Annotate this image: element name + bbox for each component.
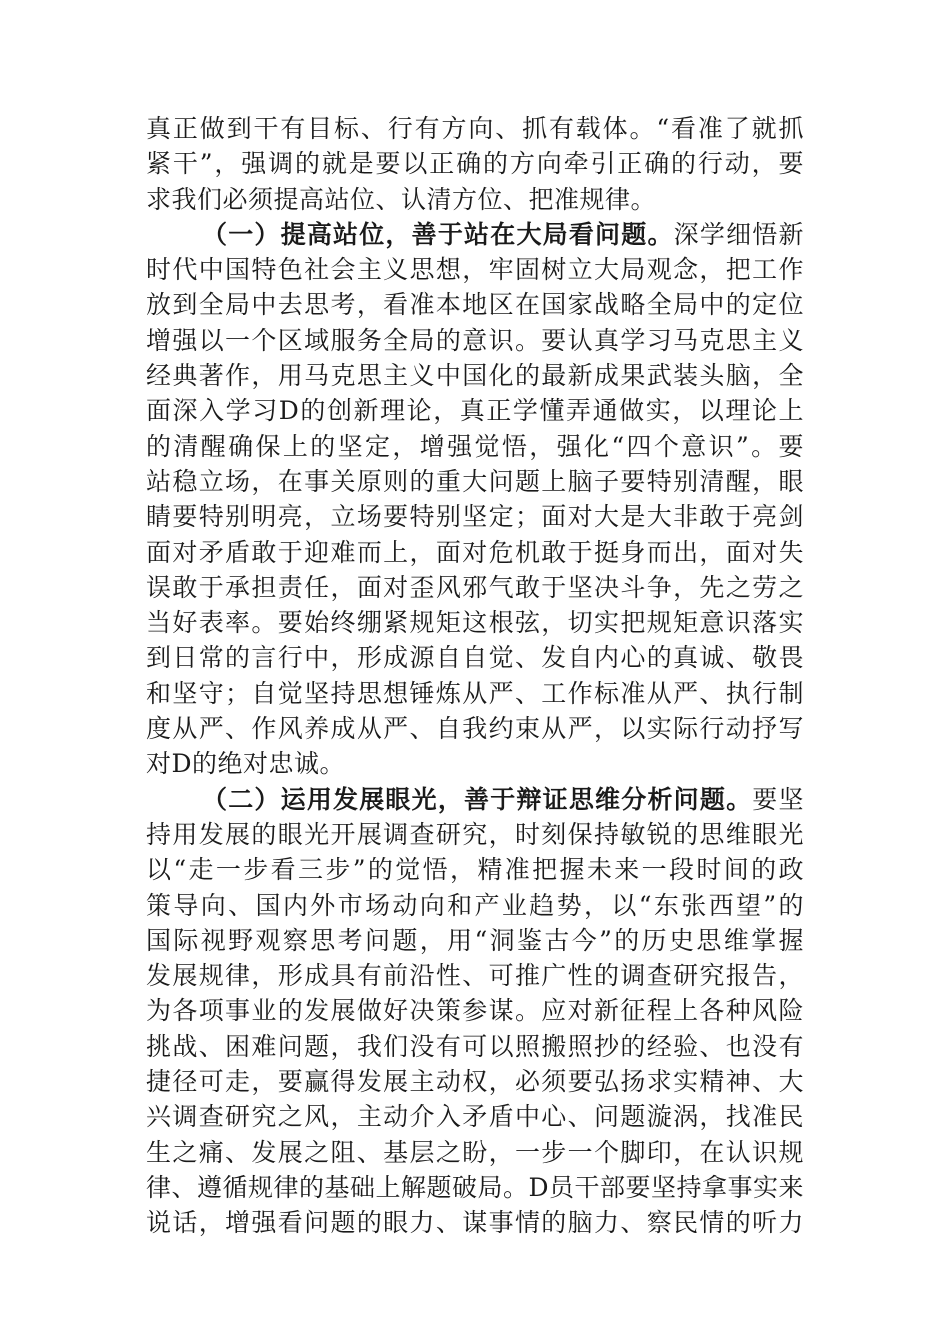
document-page (146, 111, 804, 1241)
text-line: 度从严、作风养成从严、自我约束从严，以实际行动抒写 (146, 714, 804, 744)
text-line: 的清醒确保上的坚定，增强觉悟，强化“四个意识”。要 (146, 431, 804, 461)
section-1-heading: （一）提高站位，善于站在大局看问题。 (202, 219, 674, 249)
text-line: 捷径可走，要赢得发展主动权，必须要弘扬求实精神、大 (146, 1067, 804, 1097)
intro-paragraph (146, 111, 804, 217)
text-line: 说话，增强看问题的眼力、谋事情的脑力、察民情的听力 (146, 1208, 804, 1238)
text-line: 增强以一个区域服务全局的意识。要认真学习马克思主义 (146, 325, 804, 355)
text-line: 放到全局中去思考，看准本地区在国家战略全局中的定位 (146, 290, 804, 320)
text-line: 面对矛盾敢于迎难而上，面对危机敢于挺身而出，面对失 (146, 537, 804, 567)
text-line: 国际视野观察思考问题，用“洞鉴古今”的历史思维掌握 (146, 925, 804, 955)
text-line: 和坚守；自觉坚持思想锤炼从严、工作标准从严、执行制 (146, 678, 804, 708)
section-1-first-line (146, 217, 804, 252)
text-line: 对D的绝对忠诚。 (146, 749, 346, 779)
text-line: 到日常的言行中，形成源自自觉、发自内心的真诚、敬畏 (146, 643, 804, 673)
text-line: 经典著作，用马克思主义中国化的最新成果武装头脑，全 (146, 361, 804, 391)
text-fragment: 要坚 (752, 784, 804, 814)
text-line: 时代中国特色社会主义思想，牢固树立大局观念，把工作 (146, 255, 804, 285)
text-fragment: 深学细悟新 (673, 219, 804, 249)
text-line: 站稳立场，在事关原则的重大问题上脑子要特别清醒，眼 (146, 466, 804, 496)
text-line: 真正做到干有目标、行有方向、抓有载体。“看准了就抓 (146, 114, 804, 143)
text-line: 面深入学习D的创新理论，真正学懂弄通做实，以理论上 (146, 396, 804, 426)
text-line: 挑战、困难问题，我们没有可以照搬照抄的经验、也没有 (146, 1031, 804, 1061)
text-line: 发展规律，形成具有前沿性、可推广性的调查研究报告， (146, 961, 804, 991)
text-line: 兴调查研究之风，主动介入矛盾中心、问题漩涡，找准民 (146, 1102, 804, 1132)
section-1-paragraph (146, 217, 804, 782)
text-line: 为各项事业的发展做好决策参谋。应对新征程上各种风险 (146, 996, 804, 1026)
text-line: 睛要特别明亮，立场要特别坚定；面对大是大非敢于亮剑 (146, 502, 804, 532)
text-line: 误敢于承担责任，面对歪风邪气敢于坚决斗争，先之劳之 (146, 572, 804, 602)
section-2-first-line (146, 782, 804, 817)
section-2-heading: （二）运用发展眼光，善于辩证思维分析问题。 (202, 784, 753, 814)
text-line: 以“走一步看三步”的觉悟，精准把握未来一段时间的政 (146, 855, 804, 885)
text-line: 紧干”，强调的就是要以正确的方向牵引正确的行动，要 (146, 149, 804, 179)
text-line: 生之痛、发展之阻、基层之盼，一步一个脚印，在认识规 (146, 1137, 804, 1167)
text-line: 当好表率。要始终绷紧规矩这根弦，切实把规矩意识落实 (146, 608, 804, 638)
text-line: 求我们必须提高站位、认清方位、把准规律。 (146, 184, 657, 214)
text-line: 策导向、国内外市场动向和产业趋势，以“东张西望”的 (146, 890, 804, 920)
text-line: 持用发展的眼光开展调查研究，时刻保持敏锐的思维眼光 (146, 819, 804, 849)
text-line: 律、遵循规律的基础上解题破局。D员干部要坚持拿事实来 (146, 1172, 804, 1202)
section-2-paragraph (146, 782, 804, 1241)
